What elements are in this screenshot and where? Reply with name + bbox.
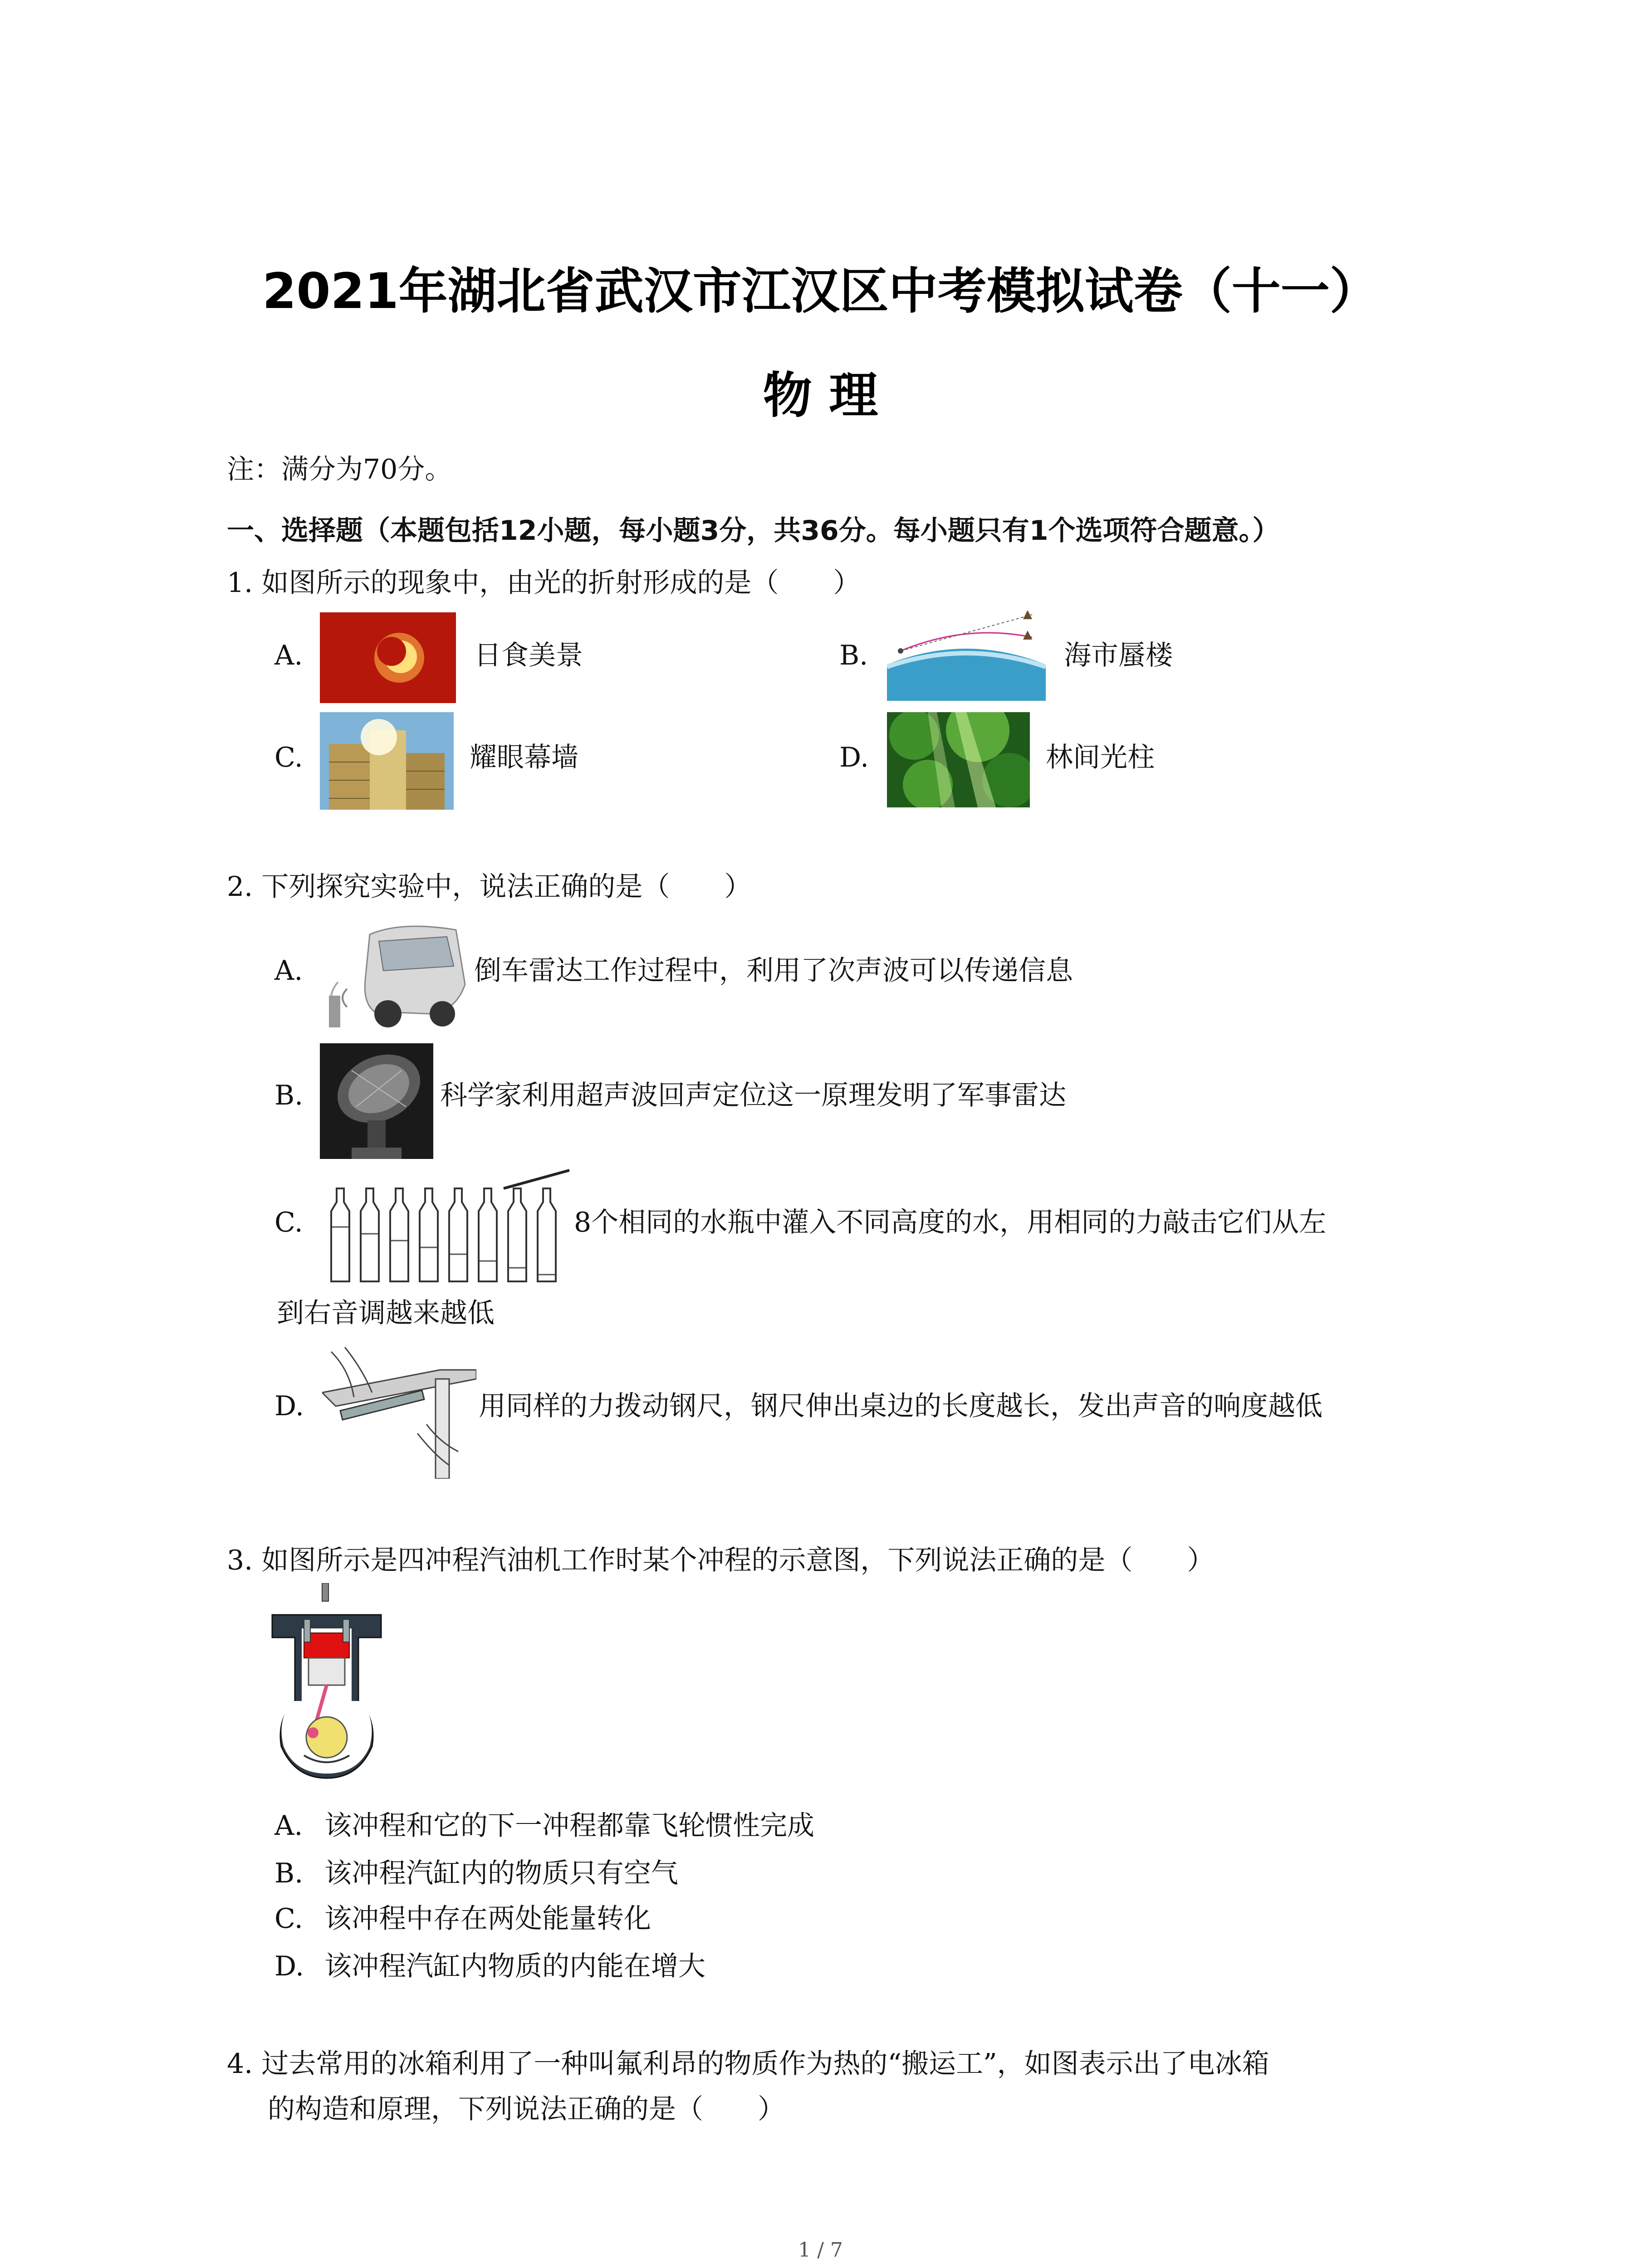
q3-option-a-letter: A. xyxy=(274,1810,303,1842)
q2-option-d-text: 用同样的力拨动钢尺，钢尺伸出桌边的长度越长，发出声音的响度越低 xyxy=(479,1390,1323,1422)
q2-option-a-text: 倒车雷达工作过程中，利用了次声波可以传递信息 xyxy=(474,955,1073,987)
q2-option-c-text-continued: 到右音调越来越低 xyxy=(277,1297,495,1329)
subject-title: 物 理 xyxy=(763,367,878,424)
glass-curtain-wall-image xyxy=(320,712,454,810)
q1-option-b-letter: B. xyxy=(839,640,868,671)
radar-dish-image xyxy=(320,1043,433,1159)
q1-option-a-letter: A. xyxy=(274,640,303,671)
q1-option-a-text: 日食美景 xyxy=(474,640,583,671)
q3-stem: 3. 如图所示是四冲程汽油机工作时某个冲程的示意图，下列说法正确的是（ ） xyxy=(227,1545,1215,1576)
q3-option-c-letter: C. xyxy=(274,1903,303,1935)
q2-option-a-letter: A. xyxy=(274,955,303,987)
q1-option-d-text: 林间光柱 xyxy=(1046,742,1155,773)
q1-option-c-text: 耀眼幕墙 xyxy=(470,742,578,773)
q3-option-d-letter: D. xyxy=(274,1950,304,1982)
mirage-image xyxy=(887,606,1046,701)
q4-stem-line1: 4. 过去常用的冰箱利用了一种叫氟利昂的物质作为热的“搬运工”，如图表示出了电冰箱 xyxy=(227,2048,1269,2080)
q4-stem-line2: 的构造和原理，下列说法正确的是（ ） xyxy=(268,2093,785,2125)
forest-light-beams-image xyxy=(887,712,1030,807)
q1-option-b-text: 海市蜃楼 xyxy=(1064,640,1173,671)
q2-option-b-text: 科学家利用超声波回声定位这一原理发明了军事雷达 xyxy=(440,1080,1066,1111)
q3-option-d-text: 该冲程汽缸内物质的内能在增大 xyxy=(324,1950,705,1982)
q3-option-c-text: 该冲程中存在两处能量转化 xyxy=(324,1903,651,1935)
steel-ruler-image xyxy=(322,1343,476,1479)
four-stroke-engine-diagram xyxy=(268,1583,386,1783)
exam-title: 2021年湖北省武汉市江汉区中考模拟试卷（十一） xyxy=(262,263,1379,320)
reversing-radar-image xyxy=(320,916,467,1032)
q3-option-a-text: 该冲程和它的下一冲程都靠飞轮惯性完成 xyxy=(324,1810,814,1842)
page-number: 1 / 7 xyxy=(798,2239,843,2262)
q3-option-b-text: 该冲程汽缸内的物质只有空气 xyxy=(324,1857,678,1889)
q2-stem: 2. 下列探究实验中，说法正确的是（ ） xyxy=(227,871,752,903)
score-note: 注：满分为70分。 xyxy=(227,454,452,485)
q2-option-b-letter: B. xyxy=(274,1080,304,1111)
q1-option-d-letter: D. xyxy=(839,742,869,773)
q2-option-d-letter: D. xyxy=(274,1390,304,1422)
q3-option-b-letter: B. xyxy=(274,1857,304,1889)
water-bottles-image xyxy=(322,1168,576,1286)
q2-option-c-text: 8个相同的水瓶中灌入不同高度的水，用相同的力敲击它们从左 xyxy=(574,1207,1327,1238)
q2-option-c-letter: C. xyxy=(274,1207,303,1238)
q1-stem: 1. 如图所示的现象中，由光的折射形成的是（ ） xyxy=(227,567,861,599)
q1-option-c-letter: C. xyxy=(274,742,303,773)
section-heading: 一、选择题（本题包括12小题，每小题3分，共36分。每小题只有1个选项符合题意。） xyxy=(227,515,1280,547)
solar-eclipse-image xyxy=(320,612,456,703)
